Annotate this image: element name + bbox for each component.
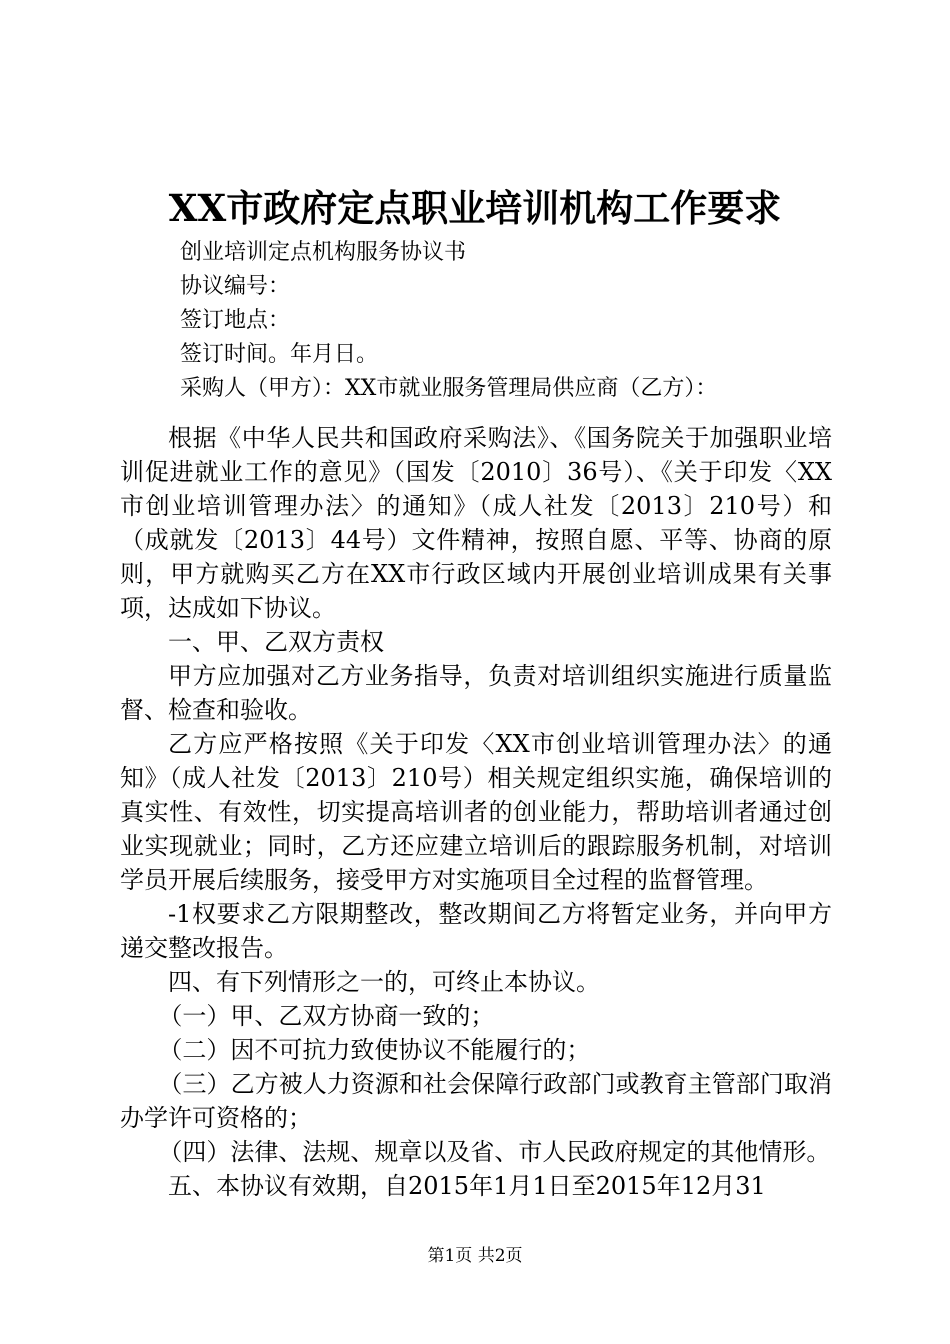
paragraph-intro: 根据《中华人民共和国政府采购法》、《国务院关于加强职业培训促进就业工作的意见》（国发〔2010〕36号）、《关于印发〈XX市创业培训管理办法〉的通知》（成人社发〔2013〕210号）和（成就发〔2013〕44号）文件精神，按照自愿、平等、协商的原则，甲方就购买乙方在XX市行政区域内开展创业培训成果有关事项，达成如下协议。 <box>120 424 832 622</box>
termination-item-3: （三）乙方被人力资源和社会保障行政部门或教育主管部门取消办学许可资格的； <box>120 1070 832 1132</box>
paragraph-rectification: -1权要求乙方限期整改，整改期间乙方将暂定业务，并向甲方递交整改报告。 <box>120 900 832 962</box>
parties-line: 采购人（甲方）：XX市就业服务管理局供应商（乙方）： <box>180 376 718 401</box>
termination-item-1: （一）甲、乙双方协商一致的； <box>158 1002 495 1030</box>
termination-item-4: （四）法律、法规、规章以及省、市人民政府规定的其他情形。 <box>158 1138 831 1166</box>
termination-item-2: （二）因不可抗力致使协议不能履行的； <box>158 1036 591 1064</box>
agreement-header <box>180 236 860 406</box>
paragraph-party-b: 乙方应严格按照《关于印发〈XX市创业培训管理办法〉的通知》（成人社发〔2013〕210号）相关规定组织实施，确保培训的真实性、有效性，切实提高培训者的创业能力，帮助培训者通过创业实现就业；同时，乙方还应建立培训后的跟踪服务机制，对培训学员开展后续服务，接受甲方对实施项目全过程的监督管理。 <box>120 730 832 894</box>
section-heading-termination: 四、有下列情形之一的，可终止本协议。 <box>168 968 600 996</box>
agreement-number-line: 协议编号： <box>180 274 291 299</box>
document-body <box>120 421 832 1203</box>
document-title: XX市政府定点职业培训机构工作要求 <box>168 186 782 230</box>
section-heading-validity: 五、本协议有效期，自2015年1月1日至2015年12月31 <box>168 1172 766 1200</box>
signing-time-line: 签订时间。年月日。 <box>180 342 379 367</box>
section-heading-rights: 一、甲、乙双方责权 <box>168 628 384 656</box>
signing-place-line: 签订地点： <box>180 308 291 333</box>
paragraph-party-a: 甲方应加强对乙方业务指导，负责对培训组织实施进行质量监督、检查和验收。 <box>120 662 832 724</box>
page-number-footer: 第1页 共2页 <box>427 1246 523 1266</box>
agreement-name: 创业培训定点机构服务协议书 <box>180 240 467 265</box>
